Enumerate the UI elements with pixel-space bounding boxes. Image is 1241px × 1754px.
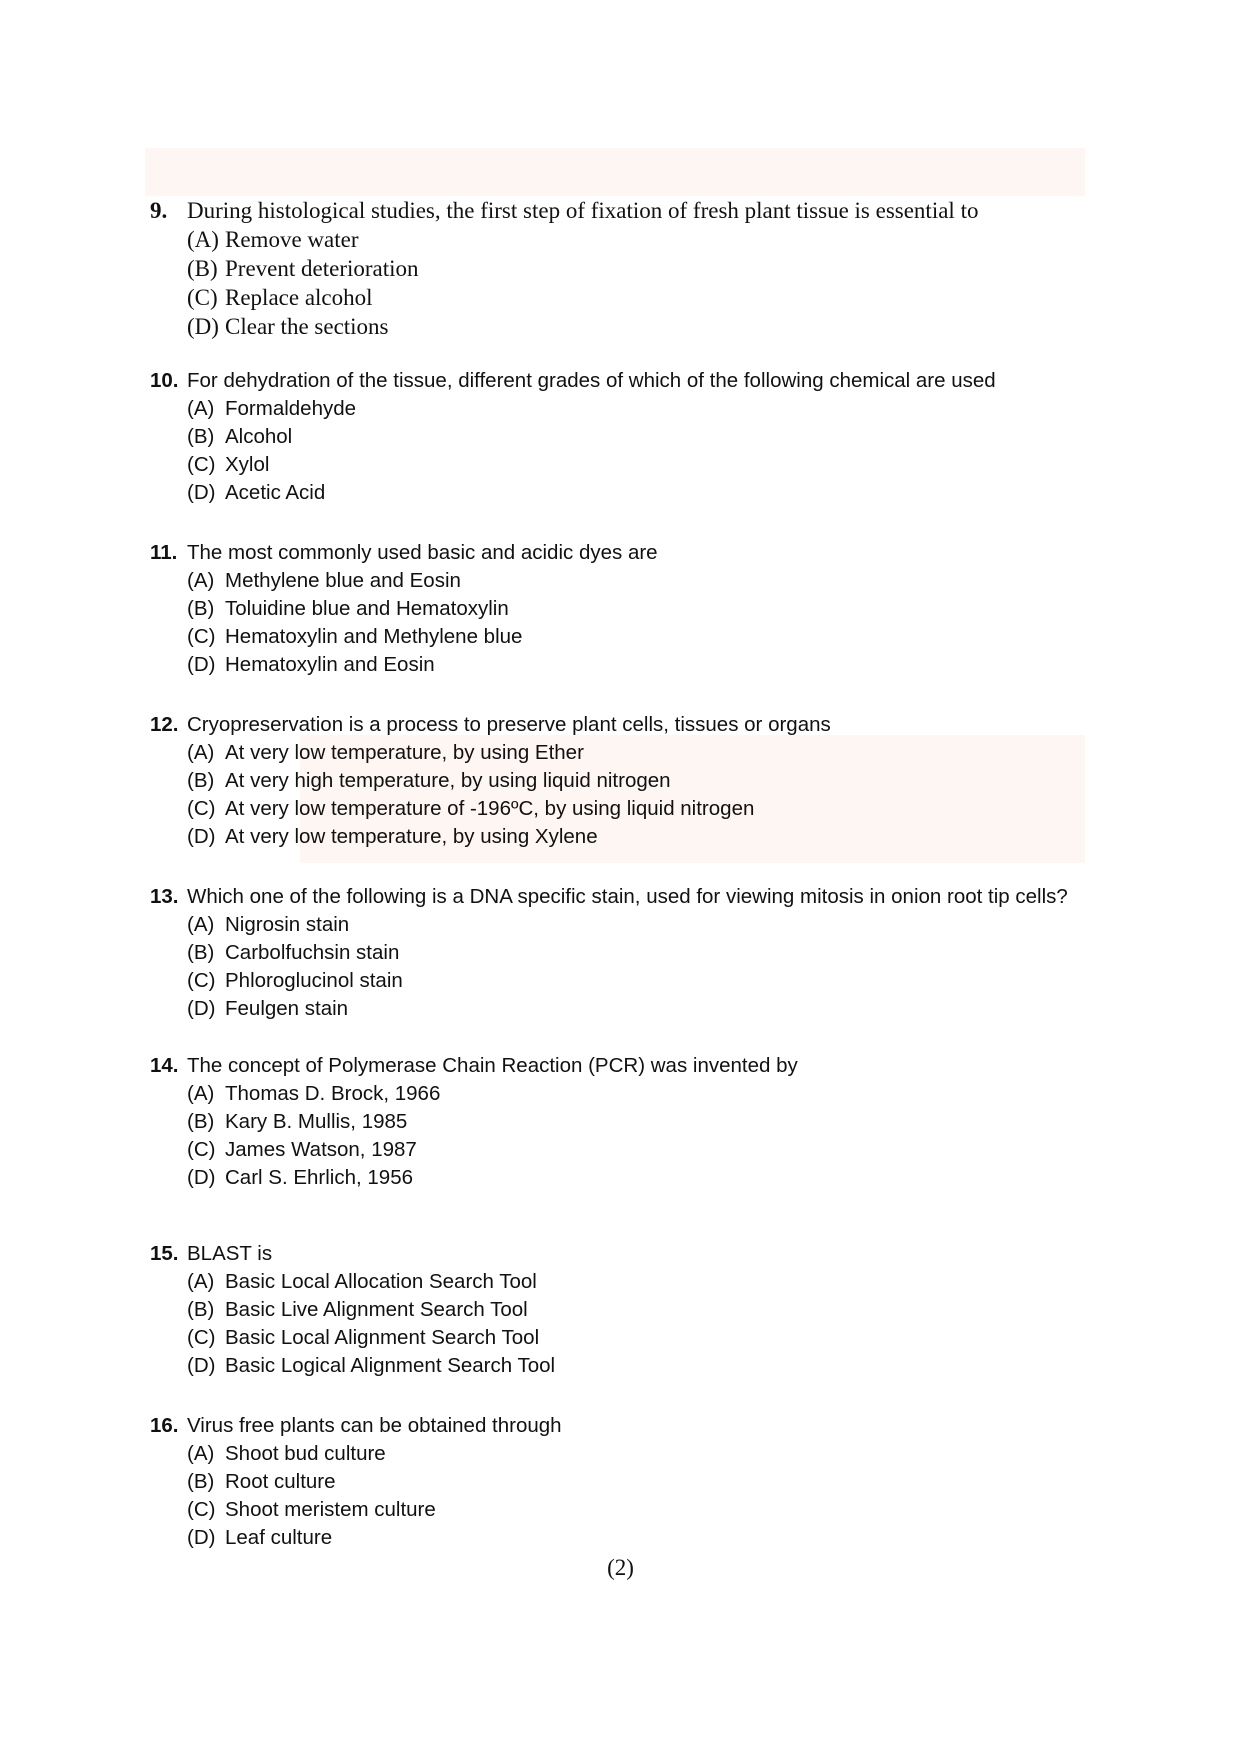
question-number: 11. — [150, 541, 178, 564]
question-15 — [150, 1240, 1110, 1380]
option-c — [187, 967, 1110, 995]
option-label: (B) — [187, 1470, 215, 1493]
option-b — [187, 254, 1110, 283]
option-label: (A) — [187, 1270, 215, 1293]
question-16 — [150, 1412, 1110, 1552]
options-list — [187, 1440, 1110, 1552]
option-label: (C) — [187, 797, 216, 820]
option-c — [187, 451, 1110, 479]
question-number: 16. — [150, 1414, 179, 1437]
option-label: (C) — [187, 625, 216, 648]
option-text: Shoot meristem culture — [225, 1498, 436, 1521]
options-list — [187, 395, 1110, 507]
option-text: James Watson, 1987 — [225, 1138, 417, 1161]
option-text: Basic Local Alignment Search Tool — [225, 1326, 540, 1349]
option-b — [187, 595, 1110, 623]
option-text: Root culture — [225, 1470, 336, 1493]
option-label: (A) — [187, 1082, 215, 1105]
option-c — [187, 1136, 1110, 1164]
option-label: (A) — [187, 913, 215, 936]
option-text: Alcohol — [225, 425, 293, 448]
question-number: 15. — [150, 1242, 179, 1265]
option-text: Feulgen stain — [225, 997, 349, 1020]
option-text: Remove water — [225, 227, 359, 252]
option-label: (B) — [187, 1110, 215, 1133]
option-label: (C) — [187, 453, 216, 476]
option-text: At very low temperature, by using Ether — [225, 741, 584, 764]
option-label: (B) — [187, 256, 218, 281]
option-b — [187, 767, 1110, 795]
option-b — [187, 423, 1110, 451]
option-d — [187, 1352, 1110, 1380]
option-label: (D) — [187, 1354, 216, 1377]
question-9 — [150, 196, 1110, 341]
option-label: (B) — [187, 769, 215, 792]
option-b — [187, 1108, 1110, 1136]
option-label: (C) — [187, 969, 216, 992]
option-label: (C) — [187, 1138, 216, 1161]
option-text: Formaldehyde — [225, 397, 357, 420]
question-14 — [150, 1052, 1110, 1192]
option-label: (A) — [187, 1442, 215, 1465]
options-list — [187, 1080, 1110, 1192]
option-label: (D) — [187, 653, 216, 676]
option-label: (B) — [187, 941, 215, 964]
options-list — [187, 225, 1110, 341]
question-text: Which one of the following is a DNA specific stain, used for viewing mitosis in onion root tip cells? — [187, 885, 1068, 908]
option-label: (A) — [187, 569, 215, 592]
option-b — [187, 1468, 1110, 1496]
option-label: (D) — [187, 1166, 216, 1189]
option-text: Toluidine blue and Hematoxylin — [225, 597, 509, 620]
question-text: For dehydration of the tissue, different grades of which of the following chemical are used — [187, 369, 996, 392]
option-a — [187, 739, 1110, 767]
option-d — [187, 823, 1110, 851]
option-c — [187, 623, 1110, 651]
question-text: During histological studies, the first step of fixation of fresh plant tissue is essential to — [187, 198, 979, 223]
option-b — [187, 939, 1110, 967]
question-text: Virus free plants can be obtained through — [187, 1414, 562, 1437]
option-label: (D) — [187, 997, 216, 1020]
option-d — [187, 479, 1110, 507]
question-number: 9. — [150, 198, 168, 223]
option-c — [187, 283, 1110, 312]
option-text: Basic Local Allocation Search Tool — [225, 1270, 537, 1293]
option-d — [187, 312, 1110, 341]
option-label: (B) — [187, 425, 215, 448]
option-text: At very low temperature, by using Xylene — [225, 825, 598, 848]
option-label: (C) — [187, 285, 218, 310]
option-a — [187, 225, 1110, 254]
option-label: (D) — [187, 1526, 216, 1549]
option-text: Kary B. Mullis, 1985 — [225, 1110, 408, 1133]
options-list — [187, 1268, 1110, 1380]
option-label: (A) — [187, 227, 219, 252]
option-c — [187, 1324, 1110, 1352]
option-d — [187, 1524, 1110, 1552]
option-text: Shoot bud culture — [225, 1442, 386, 1465]
option-label: (B) — [187, 1298, 215, 1321]
question-number: 12. — [150, 713, 179, 736]
option-a — [187, 1440, 1110, 1468]
option-text: Prevent deterioration — [225, 256, 419, 281]
option-text: Thomas D. Brock, 1966 — [225, 1082, 441, 1105]
option-text: Phloroglucinol stain — [225, 969, 403, 992]
option-text: Methylene blue and Eosin — [225, 569, 461, 592]
option-label: (C) — [187, 1326, 216, 1349]
options-list — [187, 567, 1110, 679]
question-text: The most commonly used basic and acidic dyes are — [187, 541, 658, 564]
option-d — [187, 651, 1110, 679]
option-label: (D) — [187, 481, 216, 504]
option-a — [187, 395, 1110, 423]
option-text: Replace alcohol — [225, 285, 373, 310]
question-12 — [150, 711, 1110, 851]
option-label: (C) — [187, 1498, 216, 1521]
option-text: At very low temperature of -196ºC, by using liquid nitrogen — [225, 797, 755, 820]
question-number: 14. — [150, 1054, 179, 1077]
option-text: At very high temperature, by using liquid nitrogen — [225, 769, 671, 792]
question-10 — [150, 367, 1110, 507]
option-text: Leaf culture — [225, 1526, 333, 1549]
option-text: Xylol — [225, 453, 270, 476]
option-text: Clear the sections — [225, 314, 389, 339]
option-d — [187, 995, 1110, 1023]
question-text: The concept of Polymerase Chain Reaction (PCR) was invented by — [187, 1054, 798, 1077]
header-tint-band — [145, 148, 1085, 196]
options-list — [187, 911, 1110, 1023]
question-number: 13. — [150, 885, 179, 908]
option-text: Nigrosin stain — [225, 913, 350, 936]
option-text: Carl S. Ehrlich, 1956 — [225, 1166, 414, 1189]
option-label: (D) — [187, 825, 216, 848]
option-c — [187, 795, 1110, 823]
option-a — [187, 911, 1110, 939]
option-c — [187, 1496, 1110, 1524]
option-label: (D) — [187, 314, 219, 339]
question-11 — [150, 539, 1110, 679]
question-number: 10. — [150, 369, 179, 392]
options-list — [187, 739, 1110, 851]
option-b — [187, 1296, 1110, 1324]
page-number: (2) — [607, 1555, 634, 1580]
option-text: Acetic Acid — [225, 481, 326, 504]
option-text: Carbolfuchsin stain — [225, 941, 400, 964]
option-text: Hematoxylin and Eosin — [225, 653, 435, 676]
question-text: BLAST is — [187, 1242, 273, 1265]
question-text: Cryopreservation is a process to preserve plant cells, tissues or organs — [187, 713, 831, 736]
option-label: (A) — [187, 741, 215, 764]
option-a — [187, 1080, 1110, 1108]
option-a — [187, 1268, 1110, 1296]
option-d — [187, 1164, 1110, 1192]
option-label: (A) — [187, 397, 215, 420]
option-text: Basic Logical Alignment Search Tool — [225, 1354, 556, 1377]
option-text: Hematoxylin and Methylene blue — [225, 625, 523, 648]
option-a — [187, 567, 1110, 595]
option-text: Basic Live Alignment Search Tool — [225, 1298, 528, 1321]
question-13 — [150, 883, 1110, 1023]
option-label: (B) — [187, 597, 215, 620]
